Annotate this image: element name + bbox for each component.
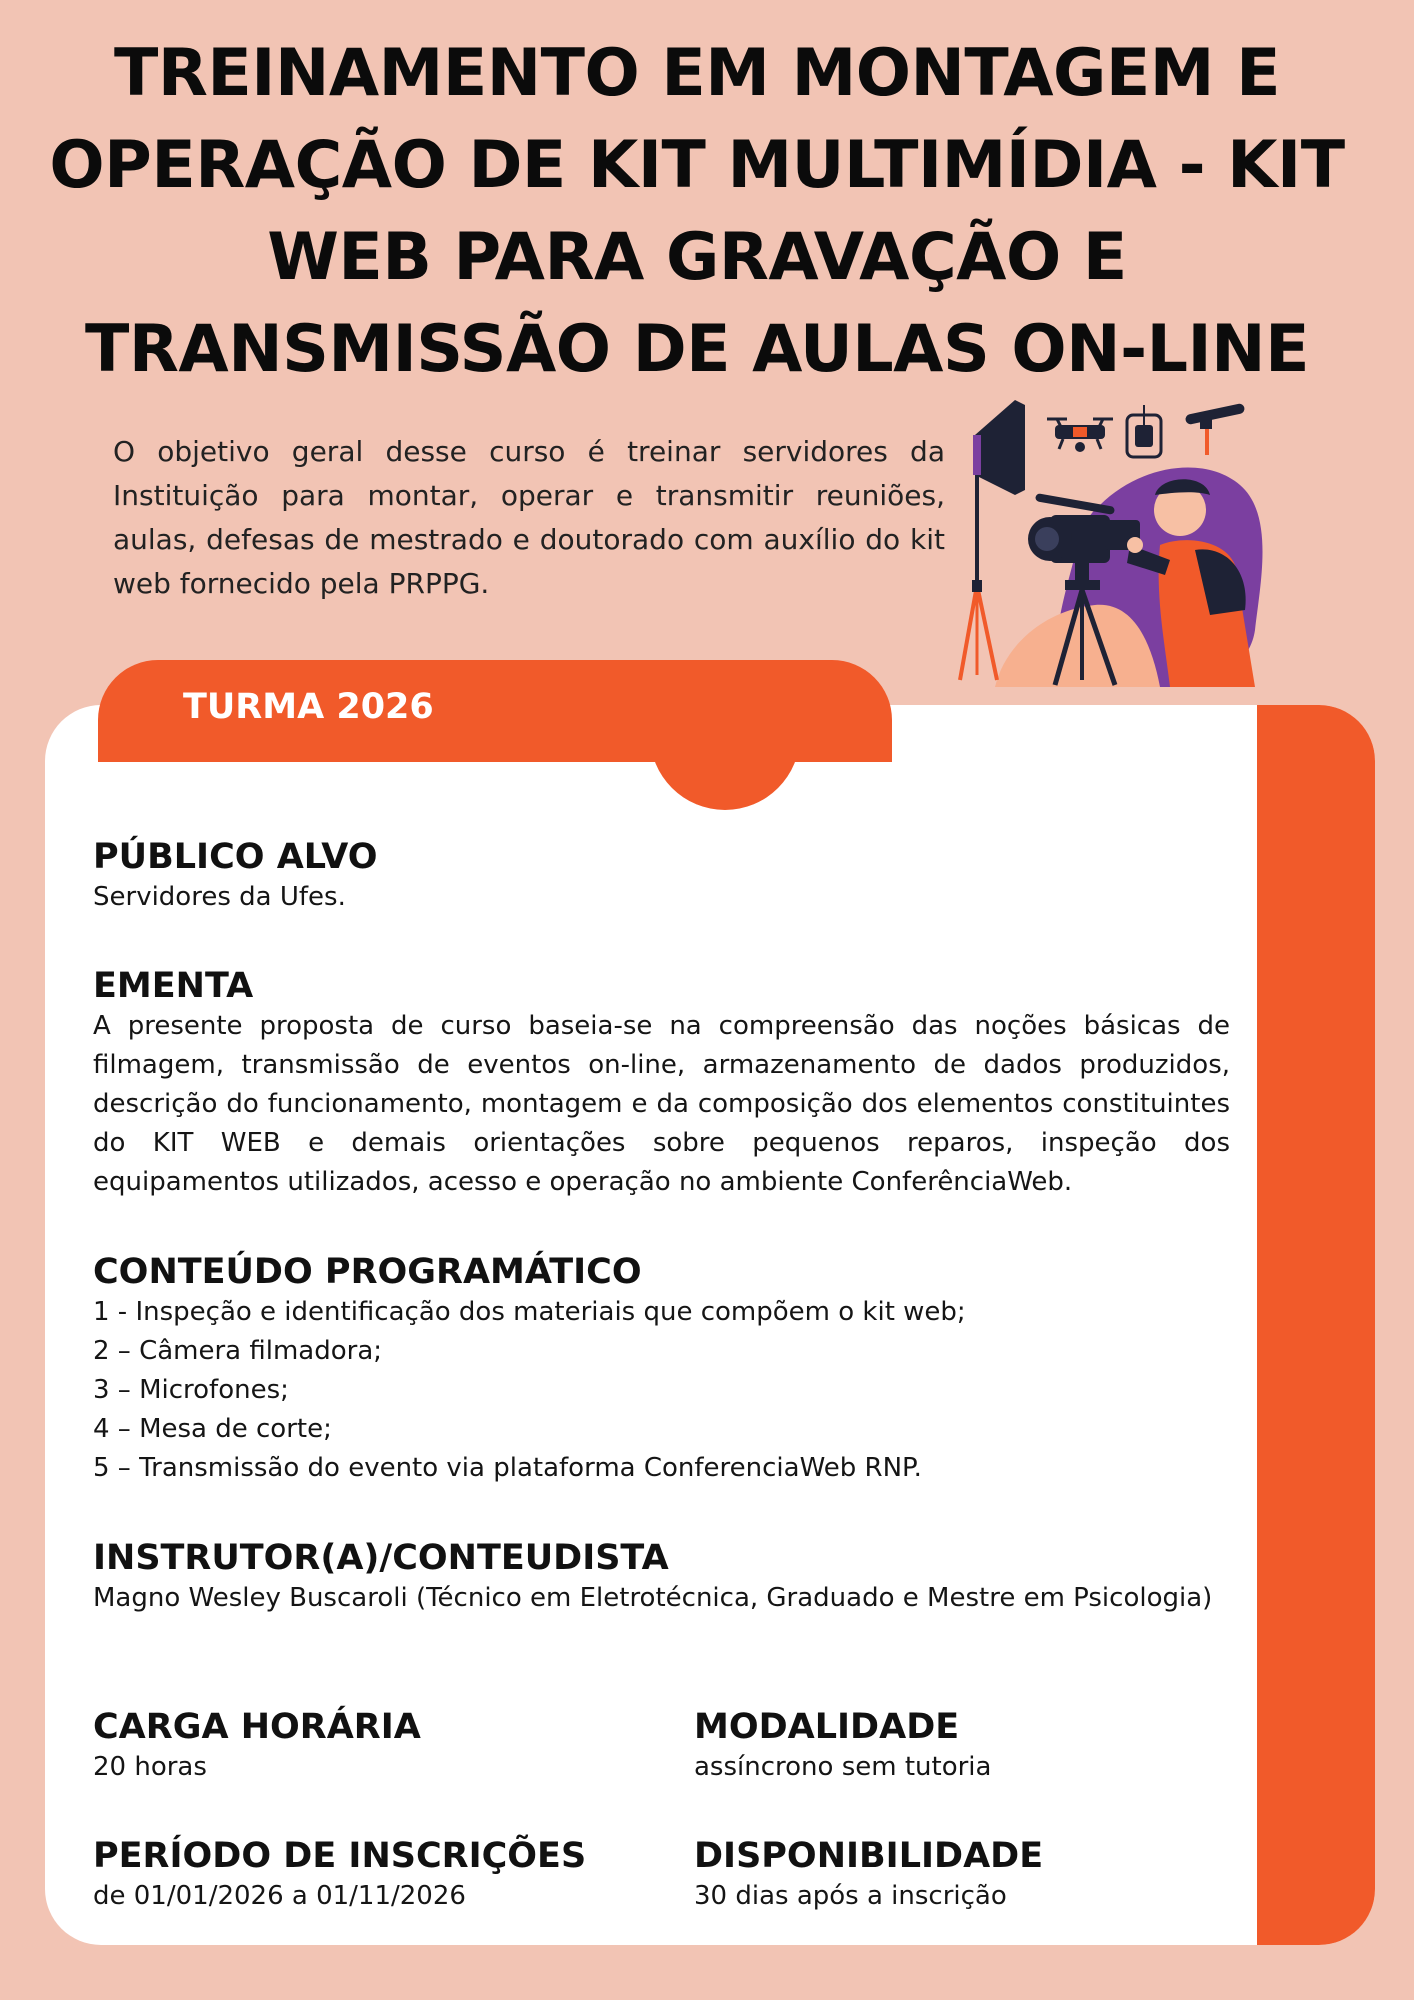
conteudo-item: 4 – Mesa de corte; [93, 1414, 332, 1444]
page-title [40, 28, 1354, 396]
section-disponibilidade [694, 1835, 1254, 1916]
section-instrutor [93, 1537, 1230, 1618]
intro-paragraph: O objetivo geral desse curso é treinar servidores da Instituição para montar, operar e transmitir reuniões, aulas, defesas de mestrado e doutorado com auxílio do kit web fornecido pela PRPPG. [113, 435, 945, 600]
ementa-heading: EMENTA [93, 966, 254, 1006]
carga-text: 20 horas [93, 1752, 207, 1782]
publico-heading: PÚBLICO ALVO [93, 837, 378, 877]
section-modalidade [694, 1706, 1254, 1787]
title-line: WEB PARA GRAVAÇÃO E [267, 220, 1127, 295]
conteudo-item: 2 – Câmera filmadora; [93, 1336, 383, 1366]
softbox-light-icon [960, 400, 1025, 680]
section-carga-horaria [93, 1706, 653, 1787]
conteudo-heading: CONTEÚDO PROGRAMÁTICO [93, 1252, 642, 1292]
card-accent-stripe [1257, 705, 1375, 1945]
publico-text: Servidores da Ufes. [93, 882, 346, 912]
instrutor-heading: INSTRUTOR(A)/CONTEUDISTA [93, 1538, 669, 1578]
title-line: OPERAÇÃO DE KIT MULTIMÍDIA - KIT [49, 128, 1345, 203]
lavalier-mic-icon [1127, 405, 1161, 457]
section-publico-alvo [93, 836, 1230, 917]
modalidade-heading: MODALIDADE [694, 1707, 960, 1747]
title-line: TRANSMISSÃO DE AULAS ON-LINE [85, 312, 1309, 387]
section-ementa [93, 965, 1230, 1202]
cameraman-illustration [955, 395, 1315, 695]
periodo-text: de 01/01/2026 a 01/11/2026 [93, 1881, 466, 1911]
periodo-heading: PERÍODO DE INSCRIÇÕES [93, 1836, 587, 1876]
title-line: TREINAMENTO EM MONTAGEM E [113, 36, 1280, 111]
section-periodo-inscricoes [93, 1835, 653, 1916]
disponibilidade-heading: DISPONIBILIDADE [694, 1836, 1044, 1876]
turma-label: TURMA 2026 [183, 687, 434, 727]
shotgun-mic-icon [1185, 403, 1246, 455]
section-conteudo [93, 1251, 1230, 1488]
modalidade-text: assíncrono sem tutoria [694, 1752, 992, 1782]
instrutor-text: Magno Wesley Buscaroli (Técnico em Eletrotécnica, Graduado e Mestre em Psicologia) [93, 1583, 1213, 1613]
ementa-text: A presente proposta de curso baseia-se na compreensão das noções básicas de filmagem, transmissão de eventos on-line, armazenamento de dados produzidos, descrição do funcionamento, montagem e da composição dos elementos constituintes do KIT WEB e demais orientações sobre pequenos reparos, inspeção dos equipamentos utilizados, acesso e operação no ambiente ConferênciaWeb. [93, 1011, 1230, 1197]
conteudo-item: 5 – Transmissão do evento via plataforma ConferenciaWeb RNP. [93, 1453, 922, 1483]
drone-icon [1047, 419, 1113, 452]
conteudo-item: 3 – Microfones; [93, 1375, 289, 1405]
disponibilidade-text: 30 dias após a inscrição [694, 1881, 1007, 1911]
conteudo-item: 1 - Inspeção e identificação dos materiais que compõem o kit web; [93, 1297, 966, 1327]
carga-heading: CARGA HORÁRIA [93, 1707, 421, 1747]
